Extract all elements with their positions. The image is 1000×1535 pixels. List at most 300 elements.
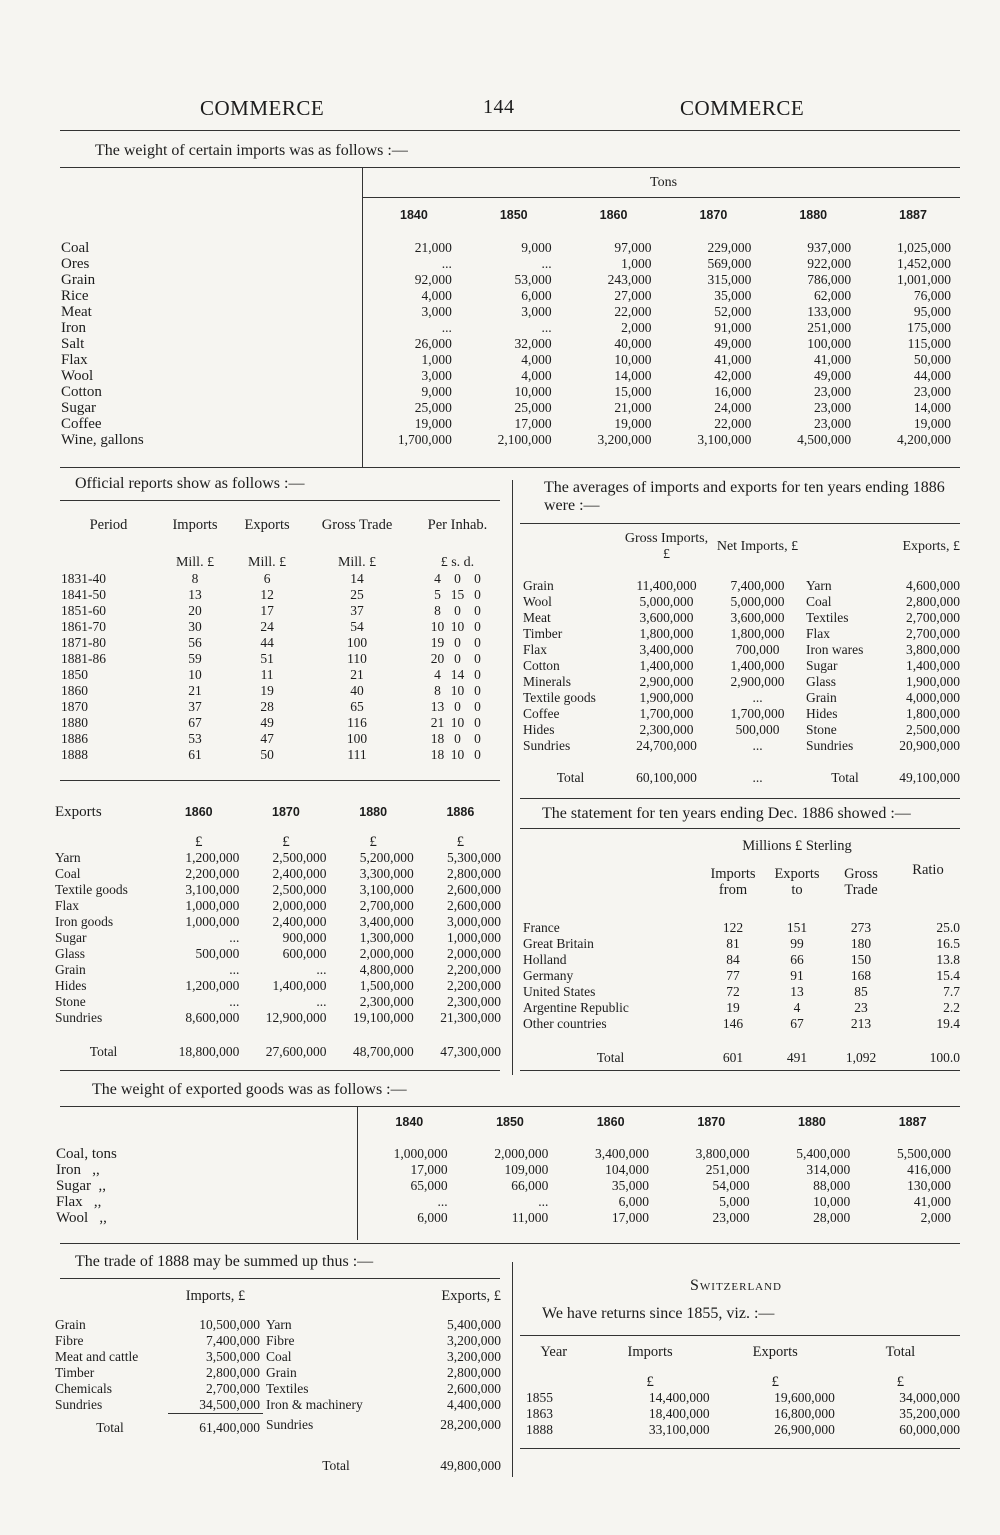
export-label: Textiles [266,1381,309,1396]
table-cell: 2,000,000 [494,1146,549,1161]
table-cell: 1,900,000 [906,674,960,689]
column-header: Period [89,517,128,533]
per-inhab-part: 13 [430,699,445,714]
table-cell: Argentine Republic [523,1000,629,1015]
table-cell: Coal [55,866,81,881]
per-inhab-part: 0 [474,667,481,682]
table-row [58,288,963,304]
table-cell: 1,000 [421,352,452,367]
per-inhab-cell [411,571,504,587]
table-cell: Cotton [523,658,560,673]
total-cell: 100.0 [929,1050,960,1065]
export-value: 2,800,000 [447,1365,501,1380]
table-cell: United States [523,984,596,999]
table-cell: 17,000 [410,1162,448,1177]
per-inhab-part: 0 [454,731,461,746]
column-header: Gross Trade [844,866,878,898]
rule [60,500,500,501]
table-cell: 4,200,000 [897,432,951,447]
row-label: Meat [61,304,92,320]
table-cell: 26,900,000 [774,1422,835,1437]
header-blank [263,1283,409,1309]
total-cell: Total [89,1044,118,1059]
table-row [52,914,504,930]
per-inhab-part: 14 [450,667,465,682]
table-cell: 500,000 [735,722,780,737]
row-label: Iron ,, [56,1162,100,1178]
table-cell: 900,000 [282,930,327,945]
table-cell: 3,800,000 [695,1146,750,1161]
total-cell: Total [831,770,859,785]
per-inhab-part: 0 [474,715,481,730]
table-cell: 5,300,000 [447,850,501,865]
table-cell: 100 [346,635,368,650]
table-cell: 19.4 [936,1016,960,1031]
column-header: Imports [172,517,218,533]
table-cell: 24,700,000 [636,738,697,753]
per-inhab-cell [411,587,504,603]
table-cell: 41,000 [913,1194,951,1209]
table-row [58,571,504,587]
table-cell: 116 [347,715,367,730]
table-cell: 2,600,000 [447,882,501,897]
table-cell: 4,000,000 [906,690,960,705]
table-cell: 569,000 [707,256,752,271]
table-cell: 21,000 [614,400,652,415]
import-label: Timber [55,1365,95,1380]
table-cell: 19,100,000 [353,1010,414,1025]
rule [520,523,960,524]
table-cell: 67 [790,1016,804,1031]
spacer [52,1309,168,1317]
units-cell: £ [646,1374,654,1390]
table-cell: 4 [793,1000,801,1015]
table-row [58,368,963,384]
switzerland-title: Switzerland [690,1277,782,1294]
per-inhab-part: 0 [454,635,461,650]
per-inhab-part: 0 [474,651,481,666]
spacer [520,566,621,578]
table-cell: 97,000 [614,240,652,255]
table-cell: ... [441,320,452,335]
table-row [52,978,504,994]
switzerland-caption: We have returns since 1855, viz. :— [542,1305,775,1322]
table-cell: 5,000,000 [730,594,785,609]
table-cell: 786,000 [807,272,852,287]
header-row [52,1283,504,1309]
table-row [520,738,963,754]
table-cell: 2,300,000 [447,994,501,1009]
header-blank [520,528,621,566]
table-cell: 76,000 [913,288,951,303]
table-cell: 110 [347,651,367,666]
table-cell: 1863 [526,1406,553,1421]
table-row [52,866,504,882]
table-cell: 2,400,000 [272,914,327,929]
year-header: 1870 [699,208,728,222]
table-row [58,240,963,256]
per-inhab-part: 0 [474,747,481,762]
table-cell: 3,300,000 [359,866,414,881]
per-inhab-part: 8 [434,603,441,618]
table-cell: ... [229,930,240,945]
table-cell: 23,000 [913,384,951,399]
per-inhab-part: 0 [474,571,481,586]
table-cell: 12 [260,587,274,602]
per-inhab-part: 0 [454,603,461,618]
table-cell: 16,000 [714,384,752,399]
table-cell: ... [229,962,240,977]
imports-header: Imports, £ [185,1288,246,1304]
table-cell: Glass [806,674,836,689]
per-inhab-part: 0 [474,683,481,698]
table-cell: 3,100,000 [697,432,752,447]
rule [520,1448,960,1449]
column-header: Imports from [710,866,756,898]
export-value: 5,400,000 [447,1317,501,1332]
table-cell: 3,400,000 [594,1146,649,1161]
table-cell: 4,600,000 [906,578,960,593]
table-cell: 40 [350,683,364,698]
period-cell: 1851-60 [61,603,106,618]
rule [60,1278,500,1279]
units-cell: £ [896,1374,905,1390]
table-cell: 8,600,000 [185,1010,240,1025]
table-cell: 49 [260,715,274,730]
table-cell: 28 [260,699,274,714]
import-label: Sundries [55,1397,103,1413]
table-row [520,594,963,610]
row-label: Coal, tons [56,1146,117,1162]
table-cell: 66,000 [511,1178,549,1193]
table-cell: 1,800,000 [730,626,785,641]
table-cell: ... [752,738,763,753]
rule [60,167,960,168]
table-cell: 47 [260,731,274,746]
table-cell: 2.2 [943,1000,960,1015]
per-inhab-cell [411,683,504,699]
table-cell: 17 [260,603,274,618]
table-cell: 251,000 [705,1162,750,1177]
units-row [520,1364,963,1390]
table-cell: 23,000 [814,400,852,415]
per-inhab-part: 0 [474,619,481,634]
table-cell: 8 [191,571,199,586]
import-label: Fibre [55,1333,84,1348]
table-cell: 500,000 [195,946,240,961]
table-cell: 18,400,000 [648,1406,710,1421]
table-cell: ... [541,256,552,271]
ratio-header: Ratio [912,862,944,878]
row-label: Wool ,, [56,1210,107,1226]
table-cell: 1,700,000 [397,432,452,447]
table-cell: 229,000 [707,240,752,255]
per-inhab-cell [411,747,504,763]
table-cell: 6 [263,571,271,586]
table-row [520,706,963,722]
export-value: 2,600,000 [447,1381,501,1396]
table-cell: 1,700,000 [639,706,694,721]
export-value: 3,200,000 [447,1349,501,1364]
table-cell: Stone [55,994,86,1009]
table-cell: 17,000 [611,1210,649,1225]
table-cell: 4,000 [521,352,552,367]
total-cell: Total [556,770,585,785]
total-cell: Total [596,1050,625,1065]
table-row [58,384,963,400]
rule [520,798,960,799]
spacer [520,906,701,920]
table-cell: ... [229,994,240,1009]
per-inhab-cell [411,651,504,667]
per-inhab-part: 4 [434,571,441,586]
table-cell: ... [316,962,327,977]
table-cell: 2,000,000 [272,898,327,913]
weight-imports-caption: The weight of certain imports was as follows :— [95,142,408,159]
units-cell: £ [282,834,290,850]
table-cell: Glass [55,946,85,961]
rule [60,1243,960,1244]
table-cell: 49,000 [714,336,752,351]
table-cell: Sundries [523,738,571,753]
year-header: 1887 [899,208,927,222]
group-row [520,834,963,858]
table-row [58,416,963,432]
table-row [53,1178,963,1194]
year-header: 1880 [798,1115,826,1129]
table-cell: 61 [188,747,202,762]
table-row [58,619,504,635]
export-label: Grain [266,1365,297,1380]
table-cell: 1,200,000 [185,978,240,993]
period-cell: 1888 [61,747,88,762]
table-cell: 25 [350,587,364,602]
table-cell: 314,000 [806,1162,851,1177]
table-cell: 20 [188,603,202,618]
table-cell: 35,000 [714,288,752,303]
column-header: 1880 [359,805,388,819]
rule [60,467,960,468]
table-cell: 6,000 [417,1210,448,1225]
table-cell: 24 [260,619,274,634]
table-row [58,699,504,715]
table-row [58,352,963,368]
per-inhab-cell [411,635,504,651]
row-label: Iron [61,320,86,336]
units-cell: £ [456,834,465,850]
table-row [58,400,963,416]
row-label: Salt [61,336,85,352]
units-cell: Mill. £ [175,555,215,570]
table-cell: 53 [188,731,202,746]
table-cell: Flax [806,626,831,641]
table-cell: 2,000,000 [447,946,501,961]
table-cell: 11,000 [511,1210,549,1225]
table-cell: 91,000 [714,320,752,335]
table-cell: 85 [854,984,868,999]
row-label: Sugar ,, [56,1178,106,1194]
row-label: Rice [61,288,89,304]
table-row [58,603,504,619]
per-inhab-part: 15 [450,587,465,602]
table-cell: 50,000 [913,352,951,367]
table-cell: Iron wares [806,642,864,657]
table-row [52,946,504,962]
table-cell: 17,000 [514,416,552,431]
units-blank [58,545,159,571]
column-header: Gross Trade [321,517,393,533]
total-cell: 27,600,000 [265,1044,327,1059]
rule [60,1070,500,1071]
table-cell: Sugar [806,658,838,673]
total-cell: 61,400,000 [168,1414,263,1437]
table-cell: 19 [726,1000,740,1015]
blank [52,1436,168,1474]
table-cell: 13.8 [936,952,960,967]
rule [362,197,960,198]
table-row [52,1317,504,1333]
header-blank [52,1283,168,1309]
table-cell: 1,800,000 [906,706,960,721]
header-blank [803,528,887,566]
table-cell: Grain [55,962,86,977]
per-inhab-cell [411,603,504,619]
column-header: Exports [244,517,290,533]
table-row [520,578,963,594]
table-cell: 22,000 [714,416,752,431]
table-cell: 1,000 [621,256,652,271]
table-cell: 1,800,000 [639,626,694,641]
table-cell: Stone [806,722,837,737]
table-cell: 23,000 [814,384,852,399]
table-row [520,674,963,690]
spacer-row [52,1309,504,1317]
per-inhab-part: 10 [450,715,465,730]
table-cell: 4,800,000 [359,962,414,977]
table-cell: Hides [55,978,87,993]
table-cell: 3,000 [521,304,552,319]
year-header: 1840 [395,1115,424,1129]
table-cell: 100,000 [807,336,852,351]
table-cell: 3,000 [421,304,452,319]
table-cell: 2,200,000 [447,978,501,993]
import-label: Chemicals [55,1381,112,1396]
table-cell: Yarn [806,578,832,593]
table-cell: 21,000 [414,240,452,255]
table-cell: 32,000 [514,336,552,351]
table-row [52,1365,504,1381]
total-row [52,1026,504,1060]
table-row [520,968,963,984]
table-cell: 14,400,000 [648,1390,710,1405]
table-cell: Sundries [55,1010,103,1025]
table-cell: 3,200,000 [597,432,652,447]
trade1888-caption: The trade of 1888 may be summed up thus :— [75,1253,374,1270]
table-cell: 95,000 [913,304,951,319]
units-cell: Mill. £ [337,555,377,570]
table-cell: 4,000 [521,368,552,383]
table-cell: 2,500,000 [906,722,960,737]
export-label: Sundries [266,1416,314,1432]
table-cell: Germany [523,968,574,983]
per-inhab-part: 0 [474,731,481,746]
table-cell: 23 [854,1000,868,1015]
period-cell: 1870 [61,699,88,714]
table-cell: 2,500,000 [272,882,327,897]
table-cell: 1,200,000 [185,850,240,865]
table-cell: 2,900,000 [639,674,694,689]
column-header: Year [540,1344,568,1360]
table-cell: 54,000 [712,1178,750,1193]
import-label: Grain [55,1317,86,1332]
table-cell: 7.7 [943,984,960,999]
table-cell: 28,000 [813,1210,851,1225]
table-cell: 12,900,000 [265,1010,327,1025]
table-cell: 3,800,000 [906,642,960,657]
units-row [58,545,504,571]
column-divider [512,480,513,1075]
export-value: 3,200,000 [447,1333,501,1348]
table-cell: 15.4 [936,968,960,983]
spacer-row [520,566,963,578]
table-row [520,952,963,968]
period-cell: 1850 [61,667,88,682]
table-cell: 2,500,000 [272,850,327,865]
table-cell: 1,025,000 [897,240,951,255]
table-cell: 3,000 [421,368,452,383]
table-row [520,690,963,706]
total-cell: 48,700,000 [353,1044,414,1059]
table-cell: 60,000,000 [899,1422,960,1437]
statement-table [520,834,963,1066]
units-cell: £ s. d. [440,555,475,570]
rule [520,1070,960,1071]
per-inhab-part: 10 [450,619,465,634]
year-header: 1880 [799,208,828,222]
column-header: Exports to [774,866,820,898]
total-row [52,1436,504,1474]
table-cell: 16.5 [936,936,960,951]
table-cell: 111 [347,747,367,762]
table-cell: Hides [523,722,555,737]
table-cell: 52,000 [714,304,752,319]
table-cell: 21 [188,683,202,698]
table-row [58,304,963,320]
table-row [52,1381,504,1397]
table-row [58,683,504,699]
table-row [58,336,963,352]
table-cell: 92,000 [414,272,452,287]
table-cell: 1,400,000 [272,978,327,993]
spacer [53,1134,359,1146]
table-cell: Grain [806,690,837,705]
table-cell: 115,000 [907,336,951,351]
header-blank [520,858,701,906]
table-cell: 30 [188,619,202,634]
table-row [58,256,963,272]
table-cell: 51 [260,651,274,666]
table-cell: 9,000 [521,240,552,255]
table-cell: 20,900,000 [899,738,960,753]
table-cell: 14,000 [913,400,951,415]
table-cell: 2,800,000 [906,594,960,609]
table-cell: 81 [726,936,740,951]
table-cell: 72 [726,984,740,999]
row-label: Wine, gallons [61,432,144,448]
total-cell: 47,300,000 [440,1044,501,1059]
total-cell: 491 [786,1050,808,1065]
table-cell: 4,000 [421,288,452,303]
